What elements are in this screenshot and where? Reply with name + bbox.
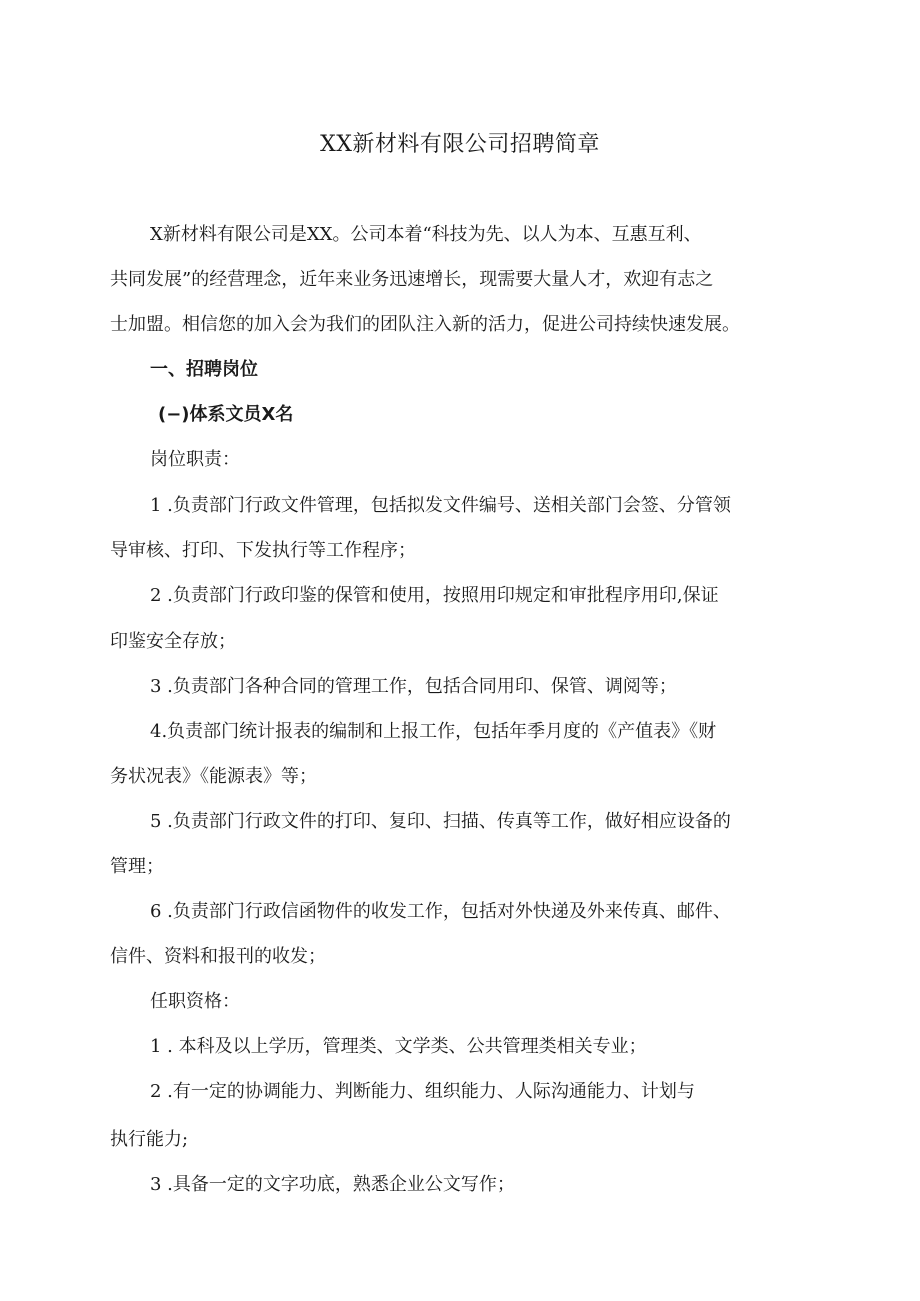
duty-line: 1 .负责部门行政文件管理，包括拟发文件编号、送相关部门会签、分管领 xyxy=(150,495,731,516)
duty-line: 信件、资料和报刊的收发； xyxy=(110,946,326,967)
section-heading-recruitment: 一、招聘岗位 xyxy=(150,359,258,380)
duty-line: 印鉴安全存放； xyxy=(110,631,236,652)
duty-line: 务状况表》《能源表》等； xyxy=(110,766,317,787)
duties-label: 岗位职责： xyxy=(150,449,240,470)
intro-line-3: 士加盟。相信您的加入会为我们的团队注入新的活力，促进公司持续快速发展。 xyxy=(110,314,740,335)
duty-line: 3 .负责部门各种合同的管理工作，包括合同用印、保管、调阅等； xyxy=(150,676,677,697)
qualification-line: 执行能力; xyxy=(110,1129,189,1150)
document-title: XX新材料有限公司招聘简章 xyxy=(320,132,600,157)
duty-line: 2 .负责部门行政印鉴的保管和使用，按照用印规定和审批程序用印,保证 xyxy=(150,585,719,606)
duty-line: 5 .负责部门行政文件的打印、复印、扫描、传真等工作，做好相应设备的 xyxy=(150,811,731,832)
qualifications-label: 任职资格： xyxy=(150,991,240,1012)
duty-line: 管理； xyxy=(110,856,164,877)
intro-line-1: X新材料有限公司是XX。公司本着“科技为先、以人为本、互惠互利、 xyxy=(150,224,702,245)
duty-line: 导审核、打印、下发执行等工作程序； xyxy=(110,540,416,561)
qualification-line: 3 .具备一定的文字功底，熟悉企业公文写作； xyxy=(150,1174,515,1195)
position-heading-clerk: (−)体系文员X名 xyxy=(158,404,294,425)
duty-line: 4.负责部门统计报表的编制和上报工作，包括年季月度的《产值表》《财 xyxy=(150,721,717,742)
qualification-line: 1 . 本科及以上学历，管理类、文学类、公共管理类相关专业； xyxy=(150,1036,647,1057)
qualification-line: 2 .有一定的协调能力、判断能力、组织能力、人际沟通能力、计划与 xyxy=(150,1081,695,1102)
intro-line-2: 共同发展”的经营理念，近年来业务迅速增长，现需要大量人才，欢迎有志之 xyxy=(110,269,714,290)
duty-line: 6 .负责部门行政信函物件的收发工作，包括对外快递及外来传真、邮件、 xyxy=(150,901,731,922)
